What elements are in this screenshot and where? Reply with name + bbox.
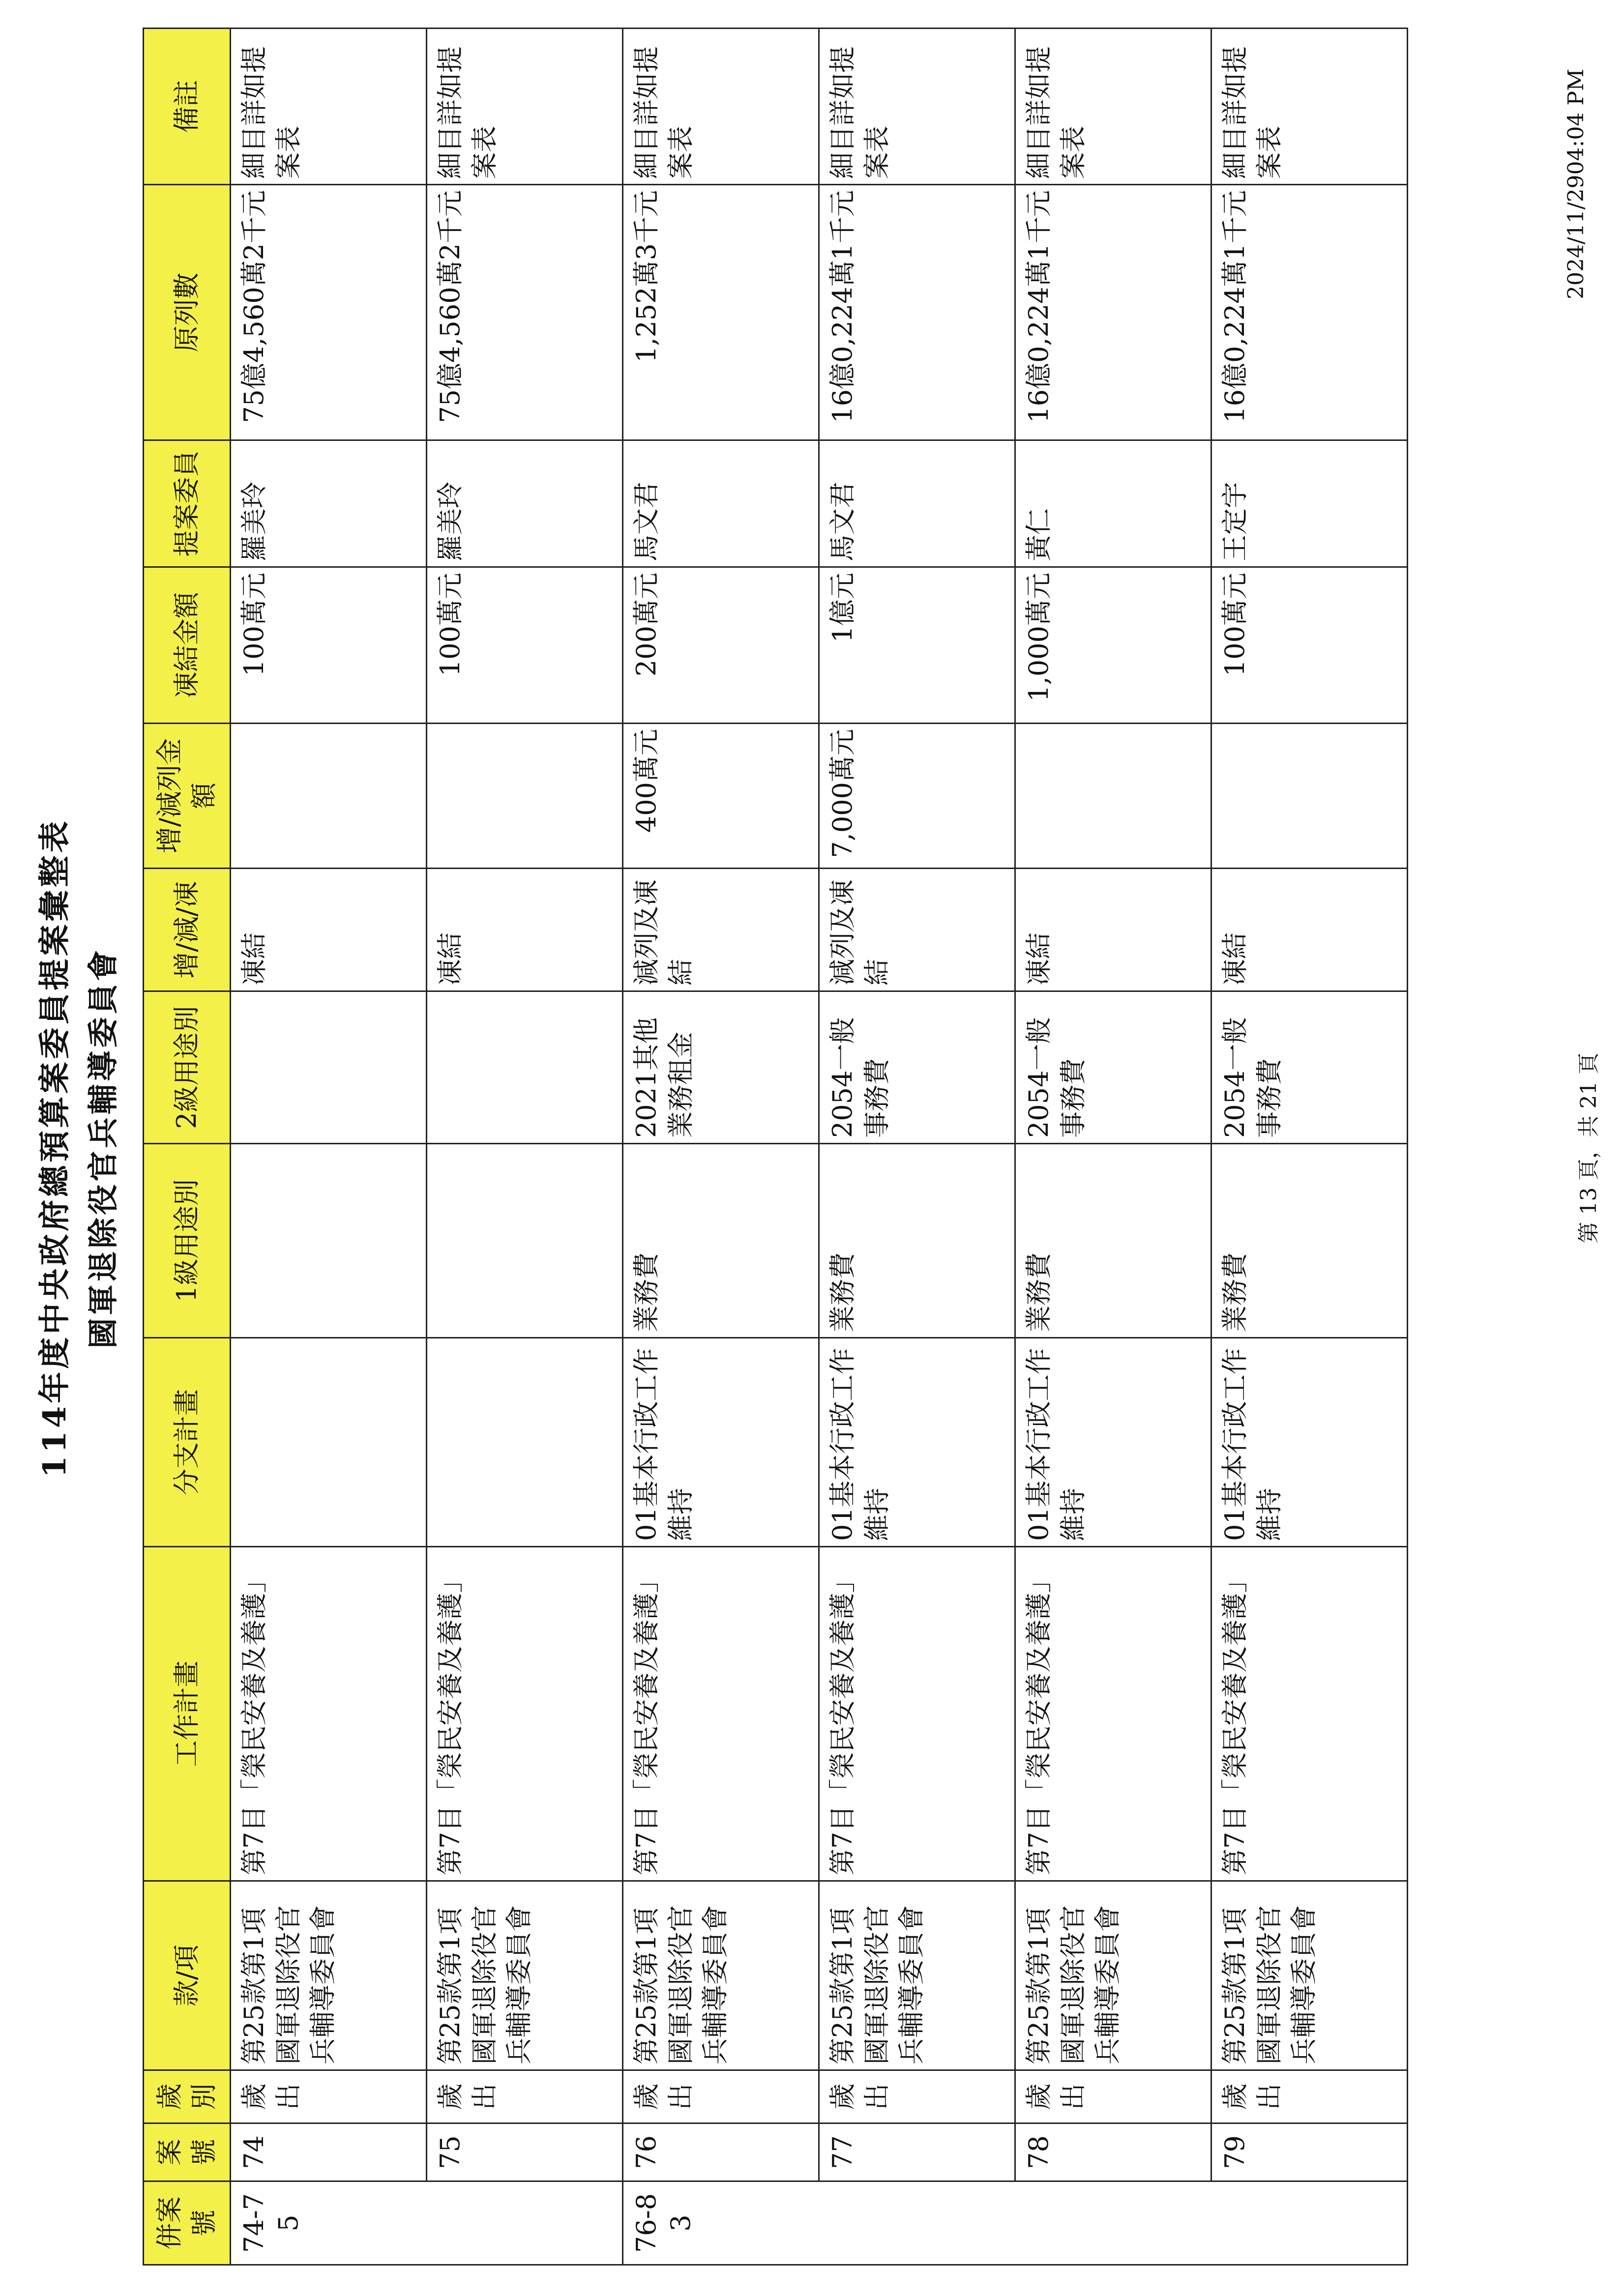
item-cell: 第25款第1項國軍退除役官兵輔導委員會 [1211, 1881, 1408, 2070]
use1-cell: 業務費 [1211, 1144, 1408, 1338]
original-amount-cell: 16億0,224萬1千元 [1015, 185, 1211, 440]
use2-cell: 2021其他業務租金 [623, 991, 819, 1144]
proposer-cell: 馬文君 [623, 440, 819, 567]
header-plan: 工作計畫 [144, 1547, 231, 1881]
use1-cell: 業務費 [1015, 1144, 1211, 1338]
case-cell: 76 [623, 2123, 819, 2181]
header-item: 款/項 [144, 1881, 231, 2070]
freeze-amount-cell: 1,000萬元 [1015, 567, 1211, 724]
note-cell: 細目詳如提案表 [623, 29, 819, 185]
use1-cell [427, 1144, 623, 1338]
change-amount-cell [1211, 724, 1408, 869]
freeze-amount-cell: 200萬元 [623, 567, 819, 724]
proposer-cell: 黃仁 [1015, 440, 1211, 567]
case-cell: 78 [1015, 2123, 1211, 2181]
document-title: 114年度中央政府總預算案委員提案彙整表 [36, 818, 73, 1478]
header-proposer: 提案委員 [144, 440, 231, 567]
change-amount-cell: 400萬元 [623, 724, 819, 869]
table-row [1211, 29, 1408, 2265]
page-number: 第 13 頁，共 21 頁 [1576, 1052, 1601, 1244]
freeze-amount-cell: 100萬元 [1211, 567, 1408, 724]
header-action: 增/減/凍 [144, 869, 231, 991]
use1-cell [231, 1144, 427, 1338]
action-cell: 凍結 [427, 869, 623, 991]
subplan-cell: 01基本行政工作維持 [1015, 1338, 1211, 1547]
note-cell: 細目詳如提案表 [819, 29, 1015, 185]
original-amount-cell: 1,252萬3千元 [623, 185, 819, 440]
proposer-cell: 王定宇 [1211, 440, 1408, 567]
header-original: 原列數 [144, 185, 231, 440]
case-cell: 74 [231, 2123, 427, 2181]
change-amount-cell [1015, 724, 1211, 869]
freeze-amount-cell: 100萬元 [427, 567, 623, 724]
proposer-cell: 羅美玲 [231, 440, 427, 567]
header-use1: 1級用途別 [144, 1144, 231, 1338]
action-cell: 減列及凍結 [623, 869, 819, 991]
header-subplan: 分支計畫 [144, 1338, 231, 1547]
type-cell: 歲出 [427, 2070, 623, 2123]
freeze-amount-cell: 1億元 [819, 567, 1015, 724]
note-cell: 細目詳如提案表 [231, 29, 427, 185]
subplan-cell [427, 1338, 623, 1547]
header-type: 歲別 [144, 2070, 231, 2123]
action-cell: 減列及凍結 [819, 869, 1015, 991]
use1-cell: 業務費 [819, 1144, 1015, 1338]
table-row [819, 29, 1015, 2265]
case-cell: 79 [1211, 2123, 1408, 2181]
note-cell: 細目詳如提案表 [1211, 29, 1408, 185]
document-subtitle: 國軍退除役官兵輔導委員會 [85, 947, 121, 1349]
header-change-amount: 增/減列金額 [144, 724, 231, 869]
use2-cell [427, 991, 623, 1144]
use2-cell [231, 991, 427, 1144]
plan-cell: 第7目「榮民安養及養護」 [623, 1547, 819, 1881]
original-amount-cell: 75億4,560萬2千元 [231, 185, 427, 440]
case-cell: 75 [427, 2123, 623, 2181]
freeze-amount-cell: 100萬元 [231, 567, 427, 724]
header-group-case: 併案號 [144, 2181, 231, 2265]
header-use2: 2級用途別 [144, 991, 231, 1144]
original-amount-cell: 16億0,224萬1千元 [819, 185, 1015, 440]
change-amount-cell: 7,000萬元 [819, 724, 1015, 869]
item-cell: 第25款第1項國軍退除役官兵輔導委員會 [1015, 1881, 1211, 2070]
header-note: 備註 [144, 29, 231, 185]
group-case-cell: 74-75 [231, 2181, 623, 2265]
action-cell: 凍結 [1015, 869, 1211, 991]
original-amount-cell: 75億4,560萬2千元 [427, 185, 623, 440]
use1-cell: 業務費 [623, 1144, 819, 1338]
subplan-cell [231, 1338, 427, 1547]
note-cell: 細目詳如提案表 [1015, 29, 1211, 185]
type-cell: 歲出 [1211, 2070, 1408, 2123]
plan-cell: 第7目「榮民安養及養護」 [1211, 1547, 1408, 1881]
action-cell: 凍結 [231, 869, 427, 991]
change-amount-cell [427, 724, 623, 869]
table-row [623, 29, 819, 2265]
subplan-cell: 01基本行政工作維持 [623, 1338, 819, 1547]
proposer-cell: 馬文君 [819, 440, 1015, 567]
type-cell: 歲出 [231, 2070, 427, 2123]
subplan-cell: 01基本行政工作維持 [819, 1338, 1015, 1547]
proposer-cell: 羅美玲 [427, 440, 623, 567]
use2-cell: 2054一般事務費 [819, 991, 1015, 1144]
plan-cell: 第7目「榮民安養及養護」 [819, 1547, 1015, 1881]
proposal-table [143, 28, 1408, 2266]
type-cell: 歲出 [1015, 2070, 1211, 2123]
note-cell: 細目詳如提案表 [427, 29, 623, 185]
table-row [427, 29, 623, 2265]
use2-cell: 2054一般事務費 [1015, 991, 1211, 1144]
plan-cell: 第7目「榮民安養及養護」 [231, 1547, 427, 1881]
item-cell: 第25款第1項國軍退除役官兵輔導委員會 [819, 1881, 1015, 2070]
plan-cell: 第7目「榮民安養及養護」 [1015, 1547, 1211, 1881]
table-row [231, 29, 427, 2265]
type-cell: 歲出 [623, 2070, 819, 2123]
group-case-cell: 76-83 [623, 2181, 1408, 2265]
header-case: 案號 [144, 2123, 231, 2181]
plan-cell: 第7目「榮民安養及養護」 [427, 1547, 623, 1881]
action-cell: 凍結 [1211, 869, 1408, 991]
item-cell: 第25款第1項國軍退除役官兵輔導委員會 [231, 1881, 427, 2070]
item-cell: 第25款第1項國軍退除役官兵輔導委員會 [623, 1881, 819, 2070]
table-row [1015, 29, 1211, 2265]
type-cell: 歲出 [819, 2070, 1015, 2123]
print-timestamp: 2024/11/2904:04 PM [1564, 69, 1589, 300]
subplan-cell: 01基本行政工作維持 [1211, 1338, 1408, 1547]
header-freeze-amount: 凍結金額 [144, 567, 231, 724]
table-header-row [144, 29, 231, 2265]
item-cell: 第25款第1項國軍退除役官兵輔導委員會 [427, 1881, 623, 2070]
use2-cell: 2054一般事務費 [1211, 991, 1408, 1144]
original-amount-cell: 16億0,224萬1千元 [1211, 185, 1408, 440]
case-cell: 77 [819, 2123, 1015, 2181]
change-amount-cell [231, 724, 427, 869]
